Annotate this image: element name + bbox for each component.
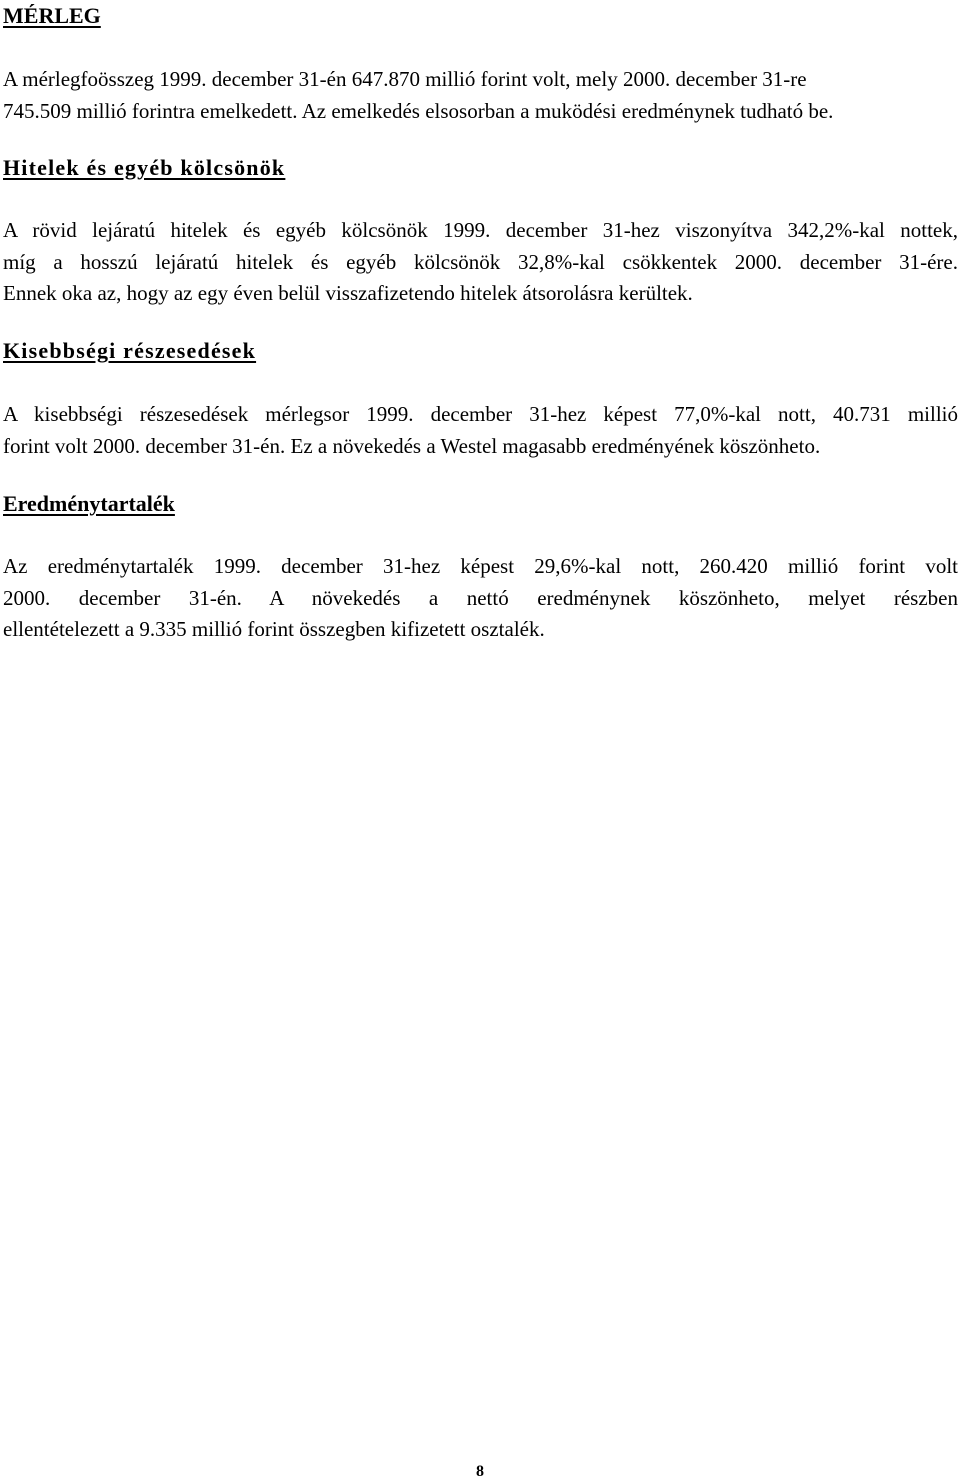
paragraph-line: míg a hosszú lejáratú hitelek és egyéb kölcsönök 32,8%-kal csökkentek 2000. december 31-ére.	[3, 249, 958, 274]
section-heading-hitelek: Hitelek és egyéb kölcsönök	[3, 155, 286, 180]
paragraph-line: A mérlegfoösszeg 1999. december 31-én 647.870 millió forint volt, mely 2000. december 31-re	[3, 67, 807, 91]
paragraph-line: 2000. december 31-én. A növekedés a nettó eredménynek köszönheto, melyet részben	[3, 585, 958, 610]
paragraph-line: Az eredménytartalék 1999. december 31-hez képest 29,6%-kal nott, 260.420 millió forint volt	[3, 554, 958, 578]
page-number: 8	[476, 1463, 484, 1480]
paragraph-line: Ennek oka az, hogy az egy éven belül visszafizetendo hitelek átsorolásra kerültek.	[3, 281, 693, 305]
section-heading-eredmenytartalek: Eredménytartalék	[3, 491, 175, 516]
paragraph-line: 745.509 millió forintra emelkedett. Az emelkedés elsosorban a muködési eredménynek tudható be.	[3, 98, 834, 123]
paragraph-line: ellentételezett a 9.335 millió forint összegben kifizetett osztalék.	[3, 617, 545, 641]
paragraph-line: A kisebbségi részesedések mérlegsor 1999. december 31-hez képest 77,0%-kal nott, 40.731 millió	[3, 402, 958, 426]
paragraph-eredmenytartalek	[3, 551, 958, 646]
paragraph-merleg	[3, 64, 958, 127]
paragraph-line: forint volt 2000. december 31-én. Ez a növekedés a Westel magasabb eredményének köszönheto.	[3, 433, 821, 458]
section-heading-merleg: MÉRLEG	[3, 3, 101, 28]
paragraph-kisebbsegi	[3, 399, 958, 462]
paragraph-hitelek	[3, 215, 958, 310]
paragraph-line: A rövid lejáratú hitelek és egyéb kölcsönök 1999. december 31-hez viszonyítva 342,2%-kal nottek,	[3, 218, 958, 242]
section-heading-kisebbsegi: Kisebbségi részesedések	[3, 338, 257, 363]
